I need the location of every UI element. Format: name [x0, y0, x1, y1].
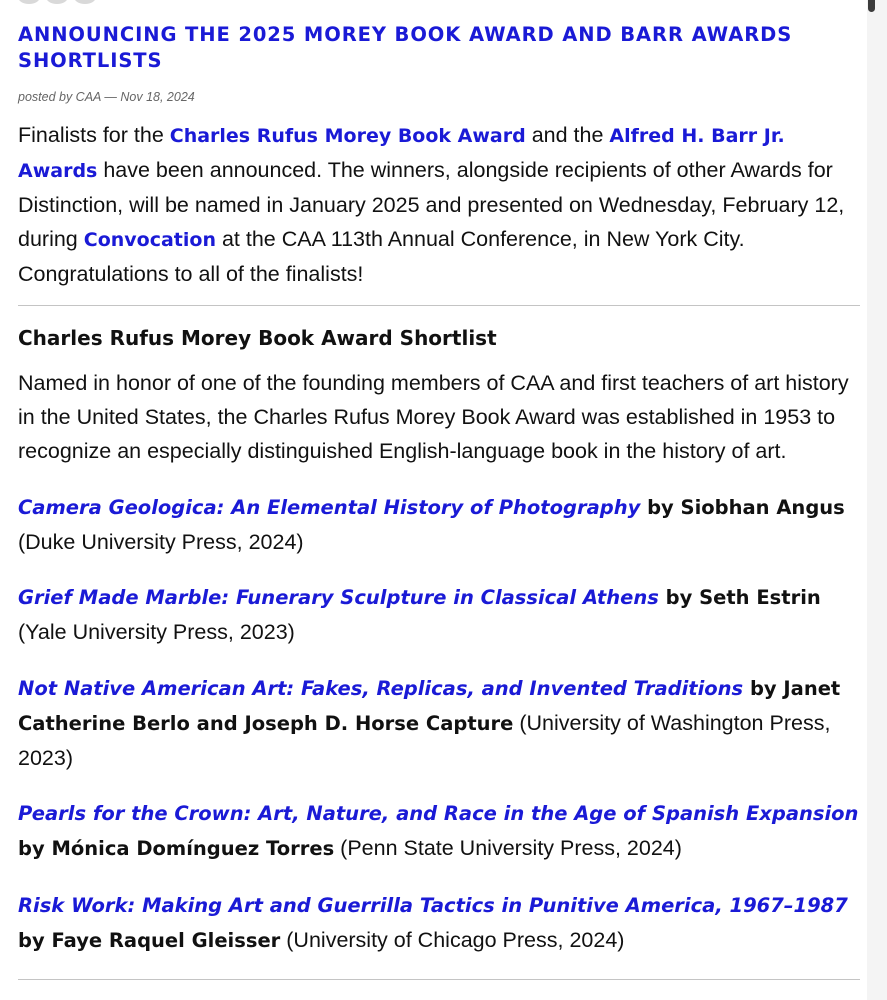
book-title-link[interactable]: Risk Work: Making Art and Guerrilla Tactics in Punitive America, 1967–1987 [18, 893, 848, 917]
book-entry [18, 796, 860, 866]
section-description: Named in honor of one of the founding members of CAA and first teachers of art history in the United States, the Charles Rufus Morey Book Award was established in 1953 to recognize an especially distinguished English-language book in the history of art. [18, 371, 849, 463]
section-heading: Charles Rufus Morey Book Award Shortlist [18, 326, 497, 350]
morey-award-link[interactable]: Charles Rufus Morey Book Award [169, 125, 526, 147]
divider [18, 305, 860, 306]
scrollbar-thumb[interactable] [868, 0, 875, 12]
convocation-link[interactable]: Convocation [83, 229, 216, 251]
book-entry [18, 671, 860, 775]
intro-text-3: have been announced. The winners, alongside recipients of other Awards for Distinction, will be named in January 2025 and presented on Wednesday, February 12, during [18, 158, 845, 251]
intro-text-1: Finalists for the [18, 123, 170, 147]
book-entry [18, 888, 860, 958]
book-author: by Janet Catherine Berlo and Joseph D. Horse Capture [18, 676, 841, 735]
book-publisher: (Penn State University Press, 2024) [334, 836, 682, 860]
barr-awards-link[interactable]: Alfred H. Barr Jr. Awards [18, 125, 785, 182]
book-publisher: (University of Chicago Press, 2024) [280, 927, 625, 952]
book-entry [18, 580, 860, 649]
page-title: ANNOUNCING THE 2025 MOREY BOOK AWARD AND BARR AWARDS SHORTLISTS [18, 23, 793, 72]
intro-text-2: and the [525, 123, 610, 147]
intro-text-4: at the CAA 113th Annual Conference, in New York City. Congratulations to all of the finalists! [18, 227, 745, 286]
book-author: by Mónica Domínguez Torres [18, 837, 335, 860]
book-title-link[interactable]: Camera Geologica: An Elemental History of Photography [18, 495, 641, 519]
book-publisher: (Yale University Press, 2023) [18, 620, 295, 644]
book-title-link[interactable]: Pearls for the Crown: Art, Nature, and Race in the Age of Spanish Expansion [18, 802, 859, 825]
post-byline: posted by CAA — Nov 18, 2024 [18, 90, 195, 104]
divider [18, 979, 860, 980]
book-publisher: (University of Washington Press, 2023) [18, 710, 831, 770]
book-entry [18, 490, 860, 559]
book-title-link[interactable]: Not Native American Art: Fakes, Replicas, and Invented Traditions [18, 676, 744, 700]
book-author: by Faye Raquel Gleisser [18, 928, 281, 952]
book-author: by Seth Estrin [658, 586, 821, 609]
book-publisher: (Duke University Press, 2024) [18, 529, 304, 554]
intro-paragraph [18, 118, 860, 291]
article [18, 0, 860, 980]
scrollbar[interactable] [867, 0, 887, 1000]
book-author: by Siobhan Angus [640, 495, 845, 519]
book-title-link[interactable]: Grief Made Marble: Funerary Sculpture in Classical Athens [18, 586, 659, 609]
